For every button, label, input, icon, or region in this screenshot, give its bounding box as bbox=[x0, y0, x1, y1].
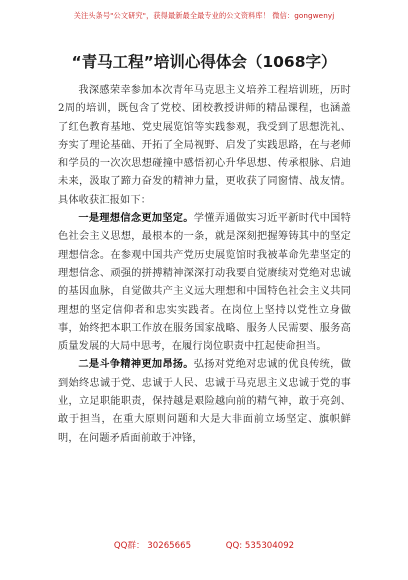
document-body bbox=[58, 82, 351, 448]
promo-banner: 关注头条号"公文研究"，获得最新最全最专业的公文资料库！ 微信：gongwenyj bbox=[73, 11, 335, 20]
paragraph-text: 弘扬对党绝对忠诚的优良传统，做到始终忠诚于党、忠诚于人民、忠诚于马克思主义忠诚于党的事业，立足职能职责，保持越是艰险越向前的精气神，敢于亮剑、敢于担当，在重大原则问题和大是大非面前立场坚定、旗帜鲜明，在问题矛盾面前敢于冲锋， bbox=[58, 359, 352, 444]
paragraph-spirit bbox=[58, 356, 351, 447]
qq-group-number: QQ群： 30265665 bbox=[113, 541, 192, 551]
document-title: “青马工程”培训心得体会（1068字） bbox=[71, 53, 337, 71]
paragraph-text: 学懂弄通做实习近平新时代中国特色社会主义思想，最根本的一条，就是深刻把握筹铸其中的坚定理想信念。在参观中国共产党历史展览馆时我被革命先辈坚定的理想信念、顽强的拼搏精神深深打动我要自觉赓续对党绝对忠诚的基因血脉，自觉做共产主义远大理想和中国特色社会主义共同理想的坚定信仰者和忠实实践者。在岗位上坚持以党性立身做事，始终把本职工作放在服务国家战略、服务人民需要、服务高质量发展的大局中思考，在履行岗位职责中扛起使命担当。 bbox=[58, 213, 352, 353]
qq-number: QQ: 535304092 bbox=[225, 541, 295, 551]
paragraph-ideals bbox=[58, 210, 351, 356]
paragraph-lead: 二是斗争精神更加昂扬。 bbox=[78, 359, 194, 371]
contact-footer bbox=[0, 539, 408, 551]
paragraph-lead: 一是理想信念更加坚定。 bbox=[78, 213, 194, 225]
paragraph-intro bbox=[58, 82, 351, 210]
paragraph-text: 我深感荣幸参加本次青年马克思主义培养工程培训班，历时2周的培训，既包含了党校、团校教授讲师的精品课程，也涵盖了红色教育基地、党史展览馆等实践参观，我受到了思想洗礼、夯实了理论基础、开拓了全局视野、启发了实践思路，在与老师和学员的一次次思想碰撞中感悟初心升华思想、传承根脉、启迪未来，汲取了蹄力奋发的精神力量，更收获了同窗情、战友情。具体收获汇报如下： bbox=[58, 85, 351, 206]
